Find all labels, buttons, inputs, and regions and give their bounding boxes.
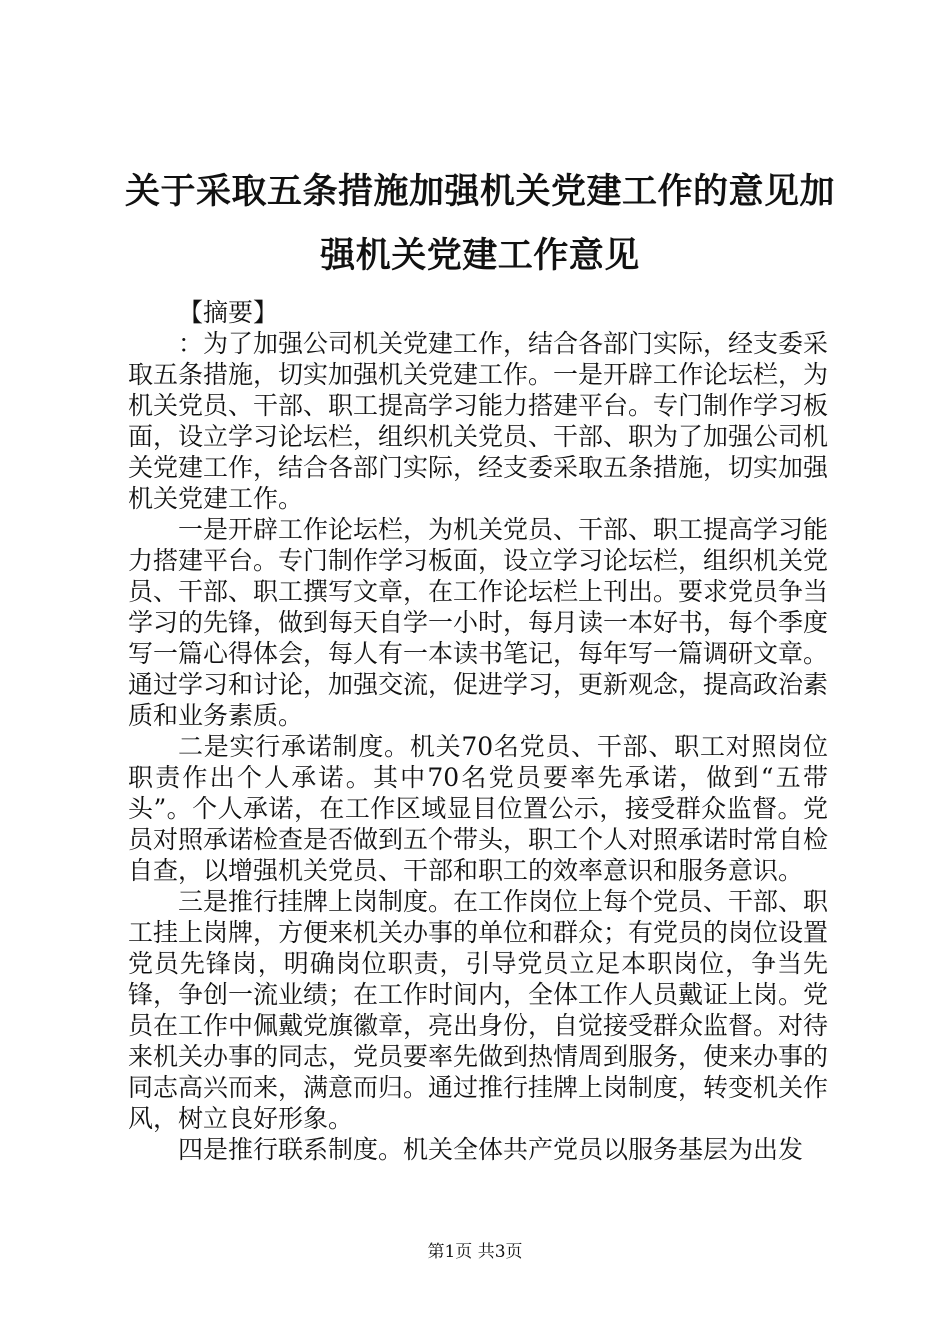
paragraph-abstract: ：为了加强公司机关党建工作，结合各部门实际，经支委采取五条措施，切实加强机关党建工作。一是开辟工作论坛栏，为机关党员、干部、职工提高学习能力搭建平台。专门制作学习板面，设立学习论坛栏，组织机关党员、干部、职为了加强公司机关党建工作，结合各部门实际，经支委采取五条措施，切实加强机关党建工作。: [128, 329, 829, 513]
abstract-label: 【摘要】: [178, 298, 279, 327]
paragraph-measure-2: 二是实行承诺制度。机关70名党员、干部、职工对照岗位职责作出个人承诺。其中70名党员要率先承诺，做到“五带头”。个人承诺，在工作区域显目位置公示，接受群众监督。党员对照承诺检查是否做到五个带头，职工个人对照承诺时常自检自查，以增强机关党员、干部和职工的效率意识和服务意识。: [128, 732, 829, 885]
document-title: 关于采取五条措施加强机关党建工作的意见加强机关党建工作意见: [124, 171, 835, 276]
paragraph-measure-3: 三是推行挂牌上岗制度。在工作岗位上每个党员、干部、职工挂上岗牌，方便来机关办事的单位和群众；有党员的岗位设置党员先锋岗，明确岗位职责，引导党员立足本职岗位，争当先锋，争创一流业绩；在工作时间内，全体工作人员戴证上岗。党员在工作中佩戴党旗徽章，亮出身份，自觉接受群众监督。对待来机关办事的同志，党员要率先做到热情周到服务，使来办事的同志高兴而来，满意而归。通过推行挂牌上岗制度，转变机关作风，树立良好形象。: [128, 887, 829, 1133]
paragraph-measure-4: 四是推行联系制度。机关全体共产党员以服务基层为出发: [178, 1135, 804, 1164]
document-body: [128, 297, 828, 1165]
paragraph-measure-1: 一是开辟工作论坛栏，为机关党员、干部、职工提高学习能力搭建平台。专门制作学习板面，设立学习论坛栏，组织机关党员、干部、职工撰写文章，在工作论坛栏上刊出。要求党员争当学习的先锋，做到每天自学一小时，每月读一本好书，每个季度写一篇心得体会，每人有一本读书笔记，每年写一篇调研文章。通过学习和讨论，加强交流，促进学习，更新观念，提高政治素质和业务素质。: [128, 515, 829, 730]
page-footer: 第1页 共3页: [427, 1242, 523, 1262]
